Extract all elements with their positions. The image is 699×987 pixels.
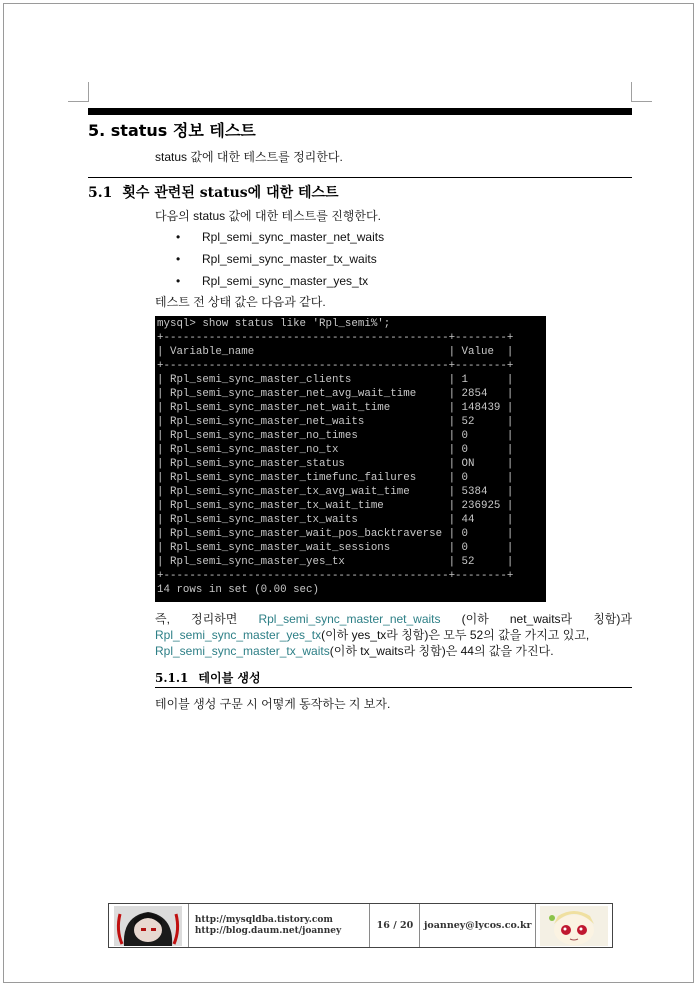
terminal-line: | Rpl_semi_sync_master_no_times | 0 | [157,430,514,442]
summary-link-yes-tx: Rpl_semi_sync_master_yes_tx [155,628,322,642]
summary-text: 즉, [155,612,170,626]
summary-text: net_waits라 [509,612,573,626]
subsubsection-rule [155,687,632,688]
footer-page-number: 16 / 20 [370,904,420,947]
footer-url-daum[interactable]: http://blog.daum.net/joanney [194,925,342,936]
subsubsection-heading [155,669,261,686]
terminal-line: 14 rows in set (0.00 sec) [157,584,319,596]
subsection-number: 5.1 [88,185,113,201]
footer-url-tistory[interactable]: http://mysqldba.tistory.com [194,914,333,925]
summary-text: (이하 yes_tx라 칭함)은 모두 52의 값을 가지고 있고, [321,628,590,642]
summary-paragraph [155,611,632,659]
summary-text: 칭함)과 [593,612,632,626]
subsection-intro: 다음의 status 값에 대한 테스트를 진행한다. [155,209,381,223]
section-heading: 5. status 정보 테스트 [88,121,256,140]
terminal-line: | Rpl_semi_sync_master_clients | 1 | [157,374,514,386]
before-state-text: 테스트 전 상태 값은 다음과 같다. [155,295,326,309]
crop-mark-top-right-h [632,101,652,102]
terminal-line: | Rpl_semi_sync_master_tx_waits | 44 | [157,514,514,526]
header-bar [88,108,632,115]
subsection-title: 횟수 관련된 status에 대한 테스트 [122,185,339,201]
summary-line-2 [155,627,632,643]
bullet-text: Rpl_semi_sync_master_net_waits [202,230,385,244]
subsection-heading [88,182,339,202]
terminal-line: | Rpl_semi_sync_master_tx_avg_wait_time | 5384 | [157,486,514,498]
subsubsection-number: 5.1.1 [155,671,189,685]
summary-line-3 [155,643,632,659]
terminal-line: | Rpl_semi_sync_master_net_avg_wait_time | 2854 | [157,388,514,400]
terminal-line: | Rpl_semi_sync_master_no_tx | 0 | [157,444,514,456]
terminal-line: +--------------------------------------------+--------+ [157,360,514,372]
subsubsection-text: 테이블 생성 구문 시 어떻게 동작하는 지 보자. [155,697,391,711]
section-intro: status 값에 대한 테스트를 정리한다. [155,150,343,164]
list-item [176,273,384,295]
footer-right-image [536,904,613,947]
footer-email[interactable]: joanney@lycos.co.kr [420,904,536,947]
list-item [176,229,384,251]
summary-text: (이하 tx_waits라 칭함)은 44의 값을 가진다. [329,644,554,658]
terminal-line: | Rpl_semi_sync_master_yes_tx | 52 | [157,556,514,568]
crop-mark-top-right-v [631,82,632,102]
footer-left-image [109,904,189,947]
terminal-line: +--------------------------------------------+--------+ [157,570,514,582]
terminal-line: | Rpl_semi_sync_master_net_waits | 52 | [157,416,514,428]
terminal-line: +--------------------------------------------+--------+ [157,332,514,344]
crop-mark-top-left-h [68,101,88,102]
bullet-dot-icon: • [176,252,181,266]
terminal-line: | Rpl_semi_sync_master_wait_pos_backtraverse | 0 | [157,528,514,540]
terminal-screenshot [155,316,546,602]
subsubsection-title: 테이블 생성 [198,671,261,685]
summary-text: (이하 [461,612,489,626]
character-portrait-cute-icon [540,906,608,946]
list-item [176,251,384,273]
page-footer [108,903,613,948]
summary-link-net-waits: Rpl_semi_sync_master_net_waits [258,612,441,626]
summary-text: 정리하면 [191,612,238,626]
terminal-line: | Rpl_semi_sync_master_tx_wait_time | 236925 | [157,500,514,512]
bullet-text: Rpl_semi_sync_master_yes_tx [202,274,369,288]
bullet-dot-icon: • [176,274,181,288]
bullet-text: Rpl_semi_sync_master_tx_waits [202,252,377,266]
summary-link-tx-waits: Rpl_semi_sync_master_tx_waits [155,644,330,658]
terminal-line: mysql> show status like 'Rpl_semi%'; [157,318,391,330]
terminal-line: | Rpl_semi_sync_master_timefunc_failures | 0 | [157,472,514,484]
status-bullet-list [176,229,384,295]
terminal-line: | Rpl_semi_sync_master_net_wait_time | 148439 | [157,402,514,414]
character-portrait-dark-icon [114,906,182,946]
terminal-line: | Rpl_semi_sync_master_status | ON | [157,458,514,470]
crop-mark-top-left-v [88,82,89,102]
terminal-line: | Rpl_semi_sync_master_wait_sessions | 0 | [157,542,514,554]
section-rule [88,177,632,178]
bullet-dot-icon: • [176,230,181,244]
terminal-line: | Variable_name | Value | [157,346,514,358]
summary-line-1 [155,611,632,627]
footer-urls [189,904,371,947]
